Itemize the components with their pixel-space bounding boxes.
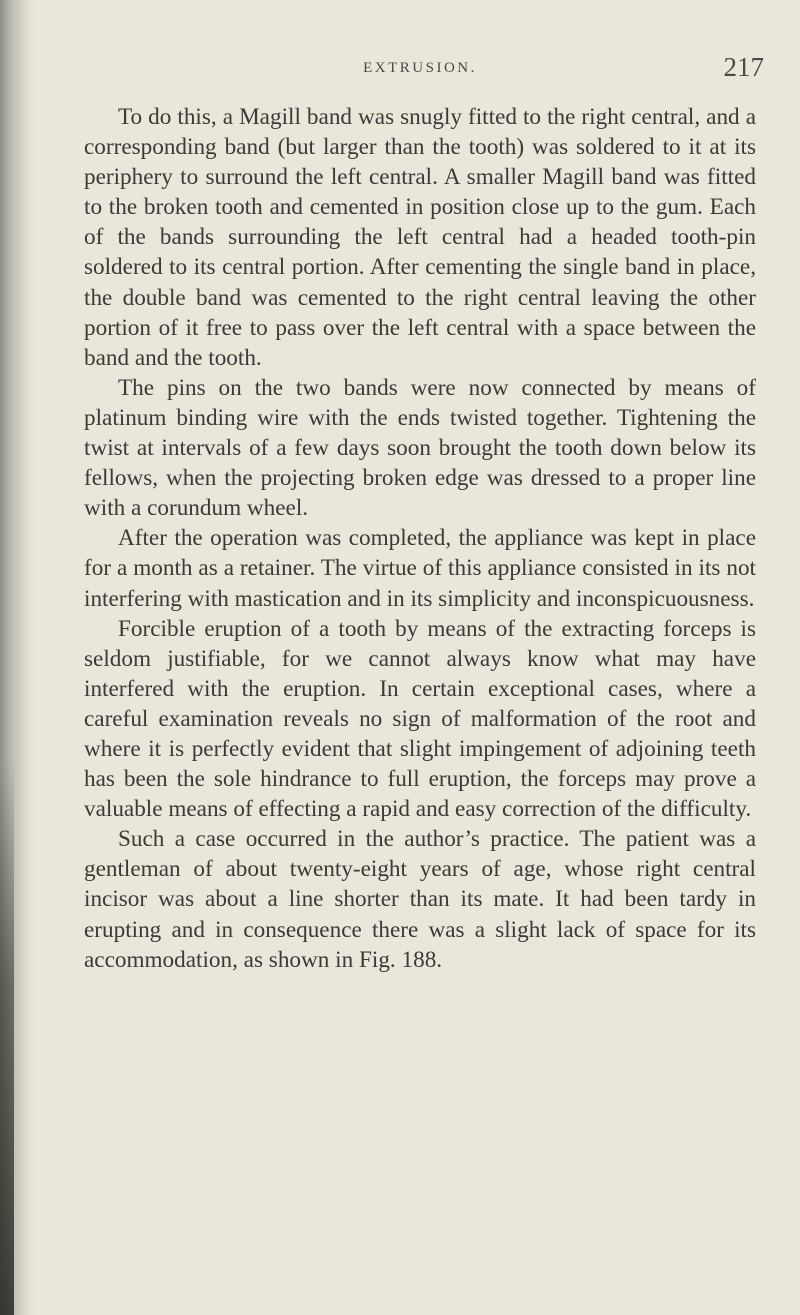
- running-title: EXTRUSION.: [363, 60, 477, 76]
- running-head: [84, 52, 764, 92]
- paragraph-5: Such a case occurred in the author’s practice. The patient was a gentleman of about twenty-eight years of age, whose right central incisor was about a line shorter than its mate. It had been tardy in erupting and in consequence there was a slight lack of space for its accommodation, as shown in Fig. 188.: [84, 826, 756, 973]
- paragraph-4: Forcible eruption of a tooth by means of the extracting forceps is seldom justifiable, for we cannot always know what may have interfered with the eruption. In certain exceptional cases, where a careful examination reveals no sign of malformation of the root and where it is perfectly evident that slight impingement of adjoining teeth has been the sole hindrance to full eruption, the forceps may prove a valuable means of effecting a rapid and easy correction of the difficulty.: [84, 615, 756, 823]
- page-number: 217: [723, 52, 764, 82]
- book-page: [84, 52, 764, 975]
- paragraph-3: After the operation was completed, the appliance was kept in place for a month as a retainer. The virtue of this appliance consisted in its not interfering with mastication and in its simplicity and inconspicuousness.: [84, 525, 756, 612]
- page-binding-shadow: [0, 0, 34, 1315]
- paragraph-2: The pins on the two bands were now connected by means of platinum binding wire with the ends twisted together. Tightening the twist at intervals of a few days soon brought the tooth down below its fellows, when the projecting broken edge was dressed to a proper line with a corundum wheel.: [84, 374, 756, 522]
- paragraph-1: To do this, a Magill band was snugly fitted to the right central, and a corresponding band (but larger than the tooth) was soldered to it at its periphery to surround the left central. A smaller Magill band was fitted to the broken tooth and cemented in position close up to the gum. Each of the bands surrounding the left central had a headed tooth-pin soldered to its central portion. After cementing the single band in place, the double band was cemented to the right central leaving the other portion of it free to pass over the left central with a space between the band and the tooth.: [84, 104, 756, 371]
- body-text: [84, 102, 756, 975]
